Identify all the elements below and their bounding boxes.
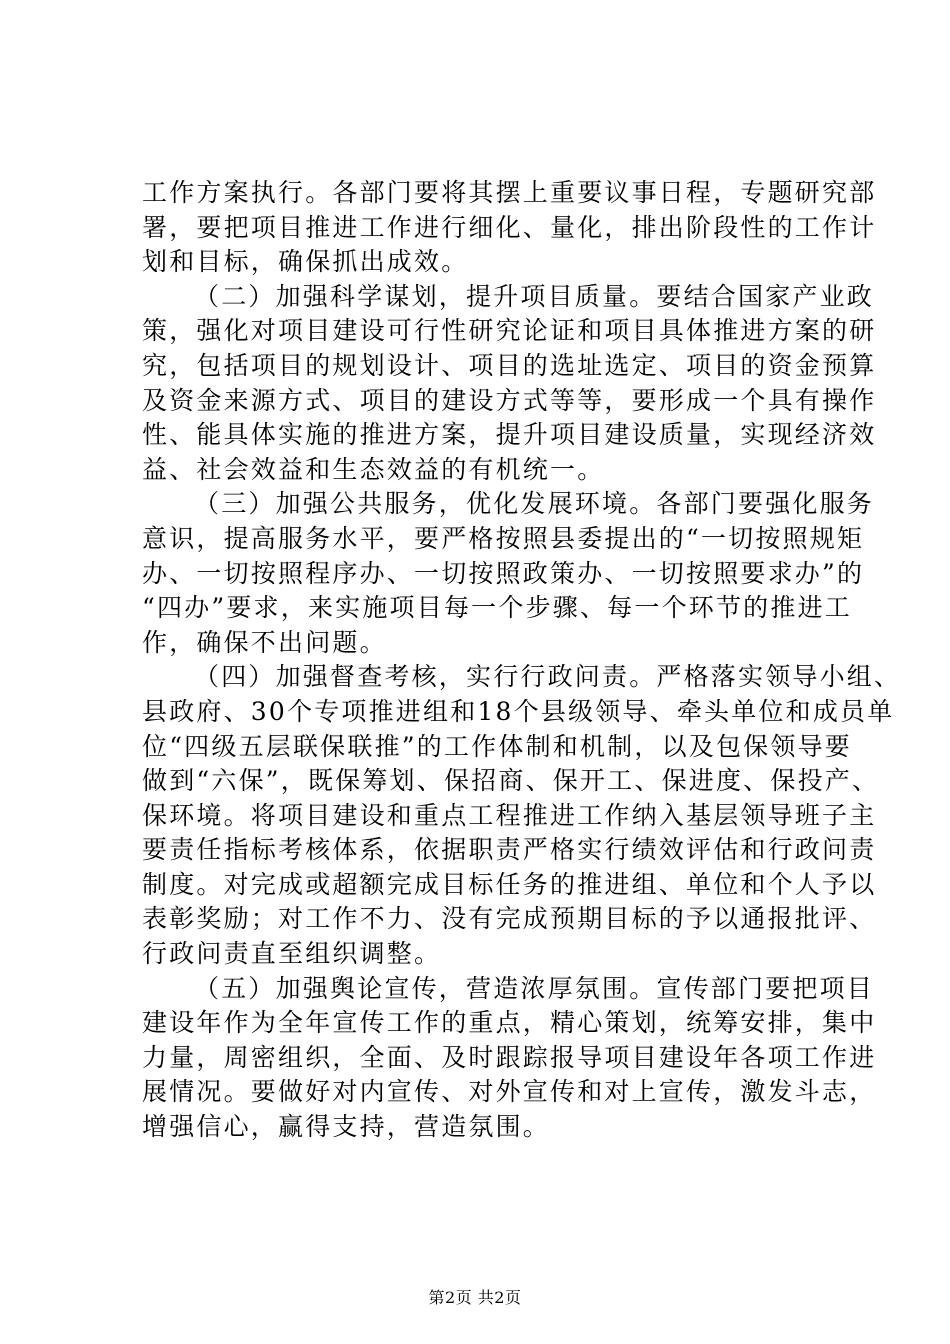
text-line: 要责任指标考核体系，依据职责严格实行绩效评估和行政问责 [142, 835, 877, 865]
text-line: 究，包括项目的规划设计、项目的选址选定、项目的资金预算 [142, 350, 877, 380]
text-line: 办、一切按照程序办、一切按照政策办、一切按照要求办”的 [142, 558, 865, 588]
text-line: 策，强化对项目建设可行性研究论证和项目具体推进方案的研 [142, 316, 877, 346]
text-line: 建设年作为全年宣传工作的重点，精心策划，统筹安排，集中 [142, 1008, 877, 1038]
paragraph-3 [142, 487, 875, 660]
text-line: 作，确保不出问题。 [142, 627, 387, 657]
text-line: “四办”要求，来实施项目每一个步骤、每一个环节的推进工 [142, 593, 852, 623]
text-line: 益、社会效益和生态效益的有机统一。 [142, 454, 605, 484]
text-line: （二）加强科学谋划，提升项目质量。要结合国家产业政 [194, 281, 875, 311]
text-line: 行政问责直至组织调整。 [142, 939, 442, 969]
text-line: （四）加强督查考核，实行行政问责。严格落实领导小组、 [194, 662, 902, 692]
text-line: 意识，提高服务水平，要严格按照县委提出的“一切按照规矩 [142, 523, 865, 553]
text-line: 工作方案执行。各部门要将其摆上重要议事日程，专题研究部 [142, 178, 877, 207]
text-line: 做到“六保”，既保筹划、保招商、保开工、保进度、保投产、 [142, 766, 880, 796]
text-line: 力量，周密组织，全面、及时跟踪报导项目建设年各项工作进 [142, 1042, 877, 1072]
text-line: （三）加强公共服务，优化发展环境。各部门要强化服务 [194, 489, 875, 519]
text-line: 县政府、30个专项推进组和18个县级领导、牵头单位和成员单 [142, 696, 895, 726]
text-line: 及资金来源方式、项目的建设方式等等，要形成一个具有操作 [142, 385, 877, 415]
text-line: 展情况。要做好对内宣传、对外宣传和对上宣传，激发斗志， [142, 1077, 877, 1107]
page-number-footer: 第2页 共2页 [428, 1288, 522, 1307]
text-line: （五）加强舆论宣传，营造浓厚氛围。宣传部门要把项目 [194, 973, 875, 1003]
text-line: 保环境。将项目建设和重点工程推进工作纳入基层领导班子主 [142, 800, 877, 830]
paragraph-1 [142, 176, 877, 280]
document-body [142, 176, 902, 1145]
text-line: 划和目标，确保抓出成效。 [142, 247, 469, 277]
text-line: 性、能具体实施的推进方案，提升项目建设质量，实现经济效 [142, 420, 877, 450]
paragraph-4 [142, 660, 902, 971]
paragraph-2 [142, 280, 877, 488]
text-line: 署，要把项目推进工作进行细化、量化，排出阶段性的工作计 [142, 212, 877, 242]
text-line: 增强信心，赢得支持，营造氛围。 [142, 1112, 551, 1142]
text-line: 制度。对完成或超额完成目标任务的推进组、单位和个人予以 [142, 869, 877, 899]
text-line: 表彰奖励；对工作不力、没有完成预期目标的予以通报批评、 [142, 904, 877, 934]
paragraph-5 [142, 972, 877, 1145]
text-line: 位“四级五层联保联推”的工作体制和机制，以及包保领导要 [142, 731, 852, 761]
